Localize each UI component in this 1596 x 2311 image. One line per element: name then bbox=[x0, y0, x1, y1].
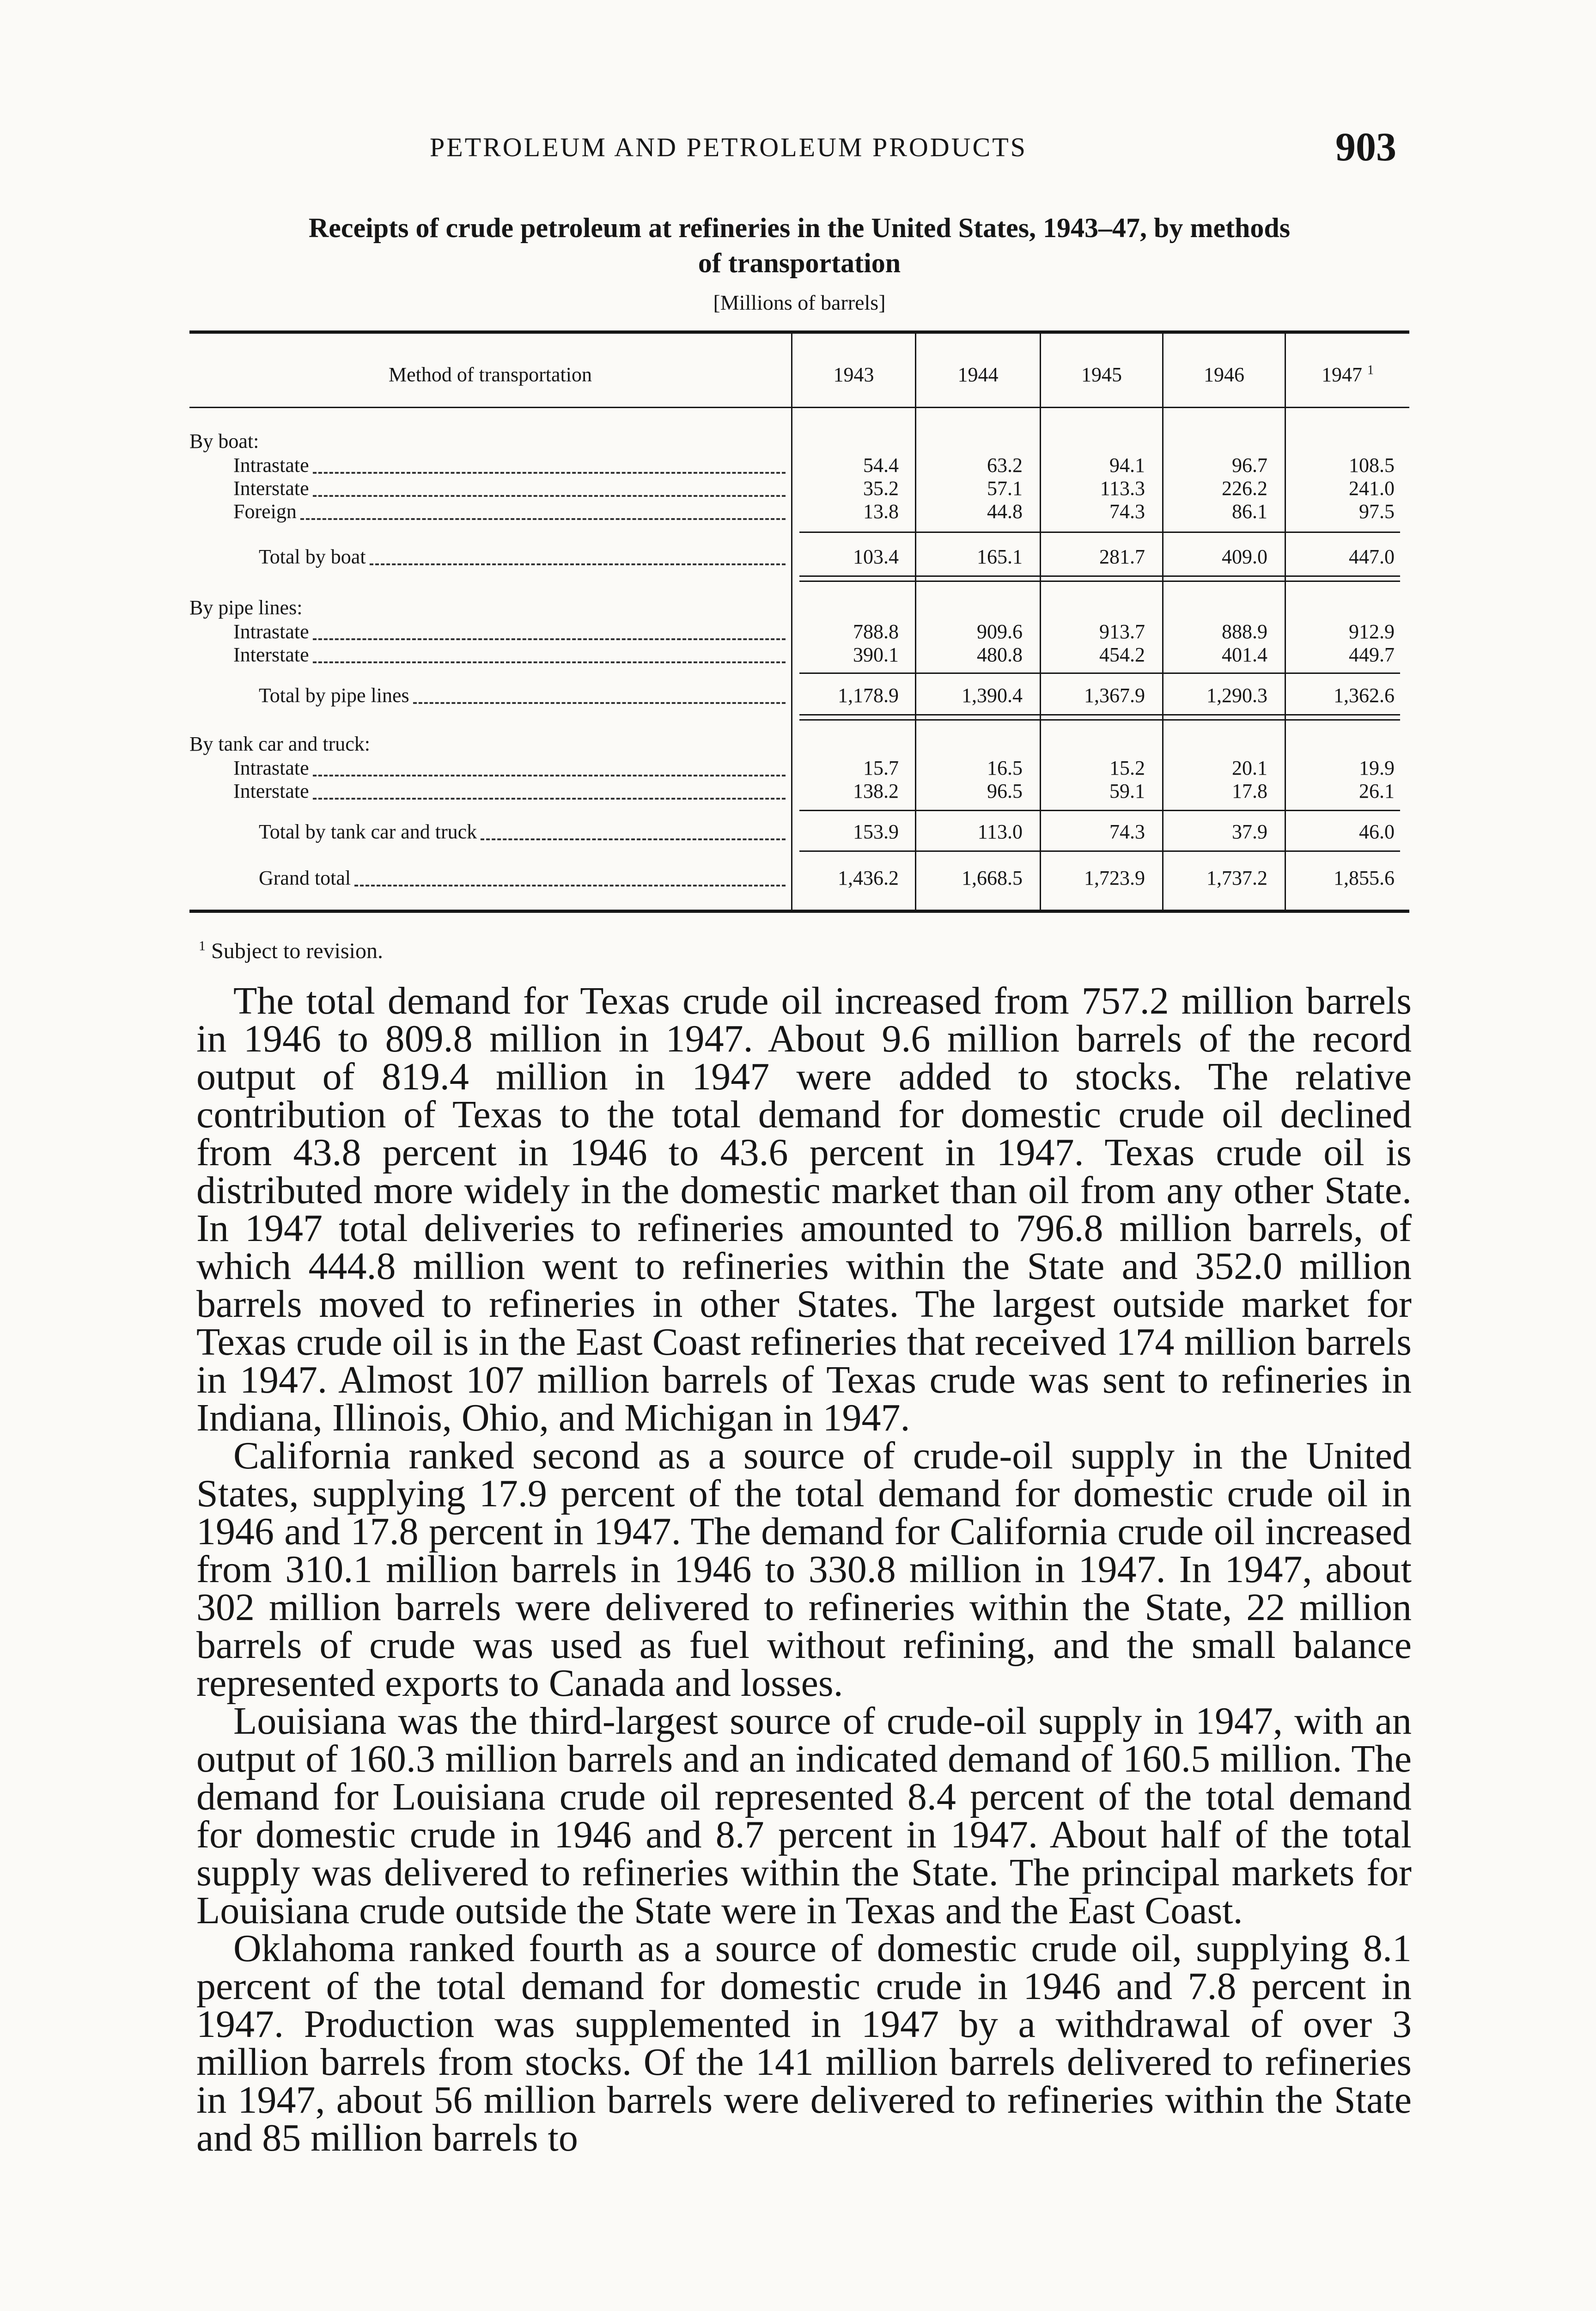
table-cell: 449.7 bbox=[1349, 643, 1395, 666]
table-cell: 16.5 bbox=[987, 757, 1023, 779]
leader-dots bbox=[481, 838, 786, 840]
column-header-1945: 1945 bbox=[1081, 363, 1122, 386]
table-cell: 96.5 bbox=[987, 780, 1023, 802]
column-header-1947-year: 1947 bbox=[1322, 363, 1362, 386]
leader-dots bbox=[313, 472, 786, 474]
table-cell: 44.8 bbox=[987, 500, 1023, 523]
leader-dots bbox=[313, 775, 786, 776]
row-label: Intrastate bbox=[233, 620, 309, 643]
column-header-1947 bbox=[1286, 363, 1409, 386]
table-top-rule bbox=[189, 330, 1409, 334]
total-cell: 165.1 bbox=[977, 545, 1023, 568]
footnote-text: Subject to revision. bbox=[211, 939, 383, 963]
table-cell: 74.3 bbox=[1109, 500, 1145, 523]
table-cell: 17.8 bbox=[1232, 780, 1267, 802]
table-header-rule bbox=[189, 407, 1409, 408]
table-cell: 241.0 bbox=[1349, 477, 1395, 500]
table-footnote bbox=[199, 938, 383, 964]
table-cell: 454.2 bbox=[1099, 643, 1145, 666]
table-cell: 59.1 bbox=[1109, 780, 1145, 802]
table-cell: 35.2 bbox=[863, 477, 899, 500]
leader-dots bbox=[354, 885, 786, 886]
leader-dots bbox=[313, 638, 786, 640]
footnote-marker: 1 bbox=[1367, 363, 1374, 378]
total-cell: 74.3 bbox=[1109, 820, 1145, 843]
row-label: Intrastate bbox=[233, 454, 309, 477]
paragraph-california: California ranked second as a source of crude-oil supply in the United States, supplying 17.9 percent of the total demand for domestic crude oil in 1946 and 17.8 percent in 1947. The demand for California crude oil increased from 310.1 million barrels in 1946 to 330.8 million in 1947. In 1947, about 302 million barrels were delivered to refineries within the State, 22 million barrels of crude was used as fuel without refining, and the small balance represented exports to Canada and losses. bbox=[196, 1434, 1412, 1705]
total-cell: 1,290.3 bbox=[1206, 684, 1267, 707]
paragraph-louisiana: Louisiana was the third-largest source of crude-oil supply in 1947, with an output of 160.3 million barrels and an indicated demand of 160.5 million. The demand for Louisiana crude oil represented 8.4 percent of the total demand for domestic crude in 1946 and 8.7 percent in 1947. About half of the total supply was delivered to refineries within the State. The principal markets for Louisiana crude outside the State were in Texas and the East Coast. bbox=[196, 1700, 1412, 1932]
table-cell: 888.9 bbox=[1222, 620, 1267, 643]
total-cell: 1,362.6 bbox=[1334, 684, 1395, 707]
table-cell: 57.1 bbox=[987, 477, 1023, 500]
table-cell: 226.2 bbox=[1222, 477, 1267, 500]
section-heading-boat: By boat: bbox=[189, 430, 259, 452]
total-cell: 1,367.9 bbox=[1084, 684, 1145, 707]
leader-dots bbox=[313, 661, 786, 663]
column-header-1946: 1946 bbox=[1204, 363, 1244, 386]
grand-total-cell: 1,436.2 bbox=[838, 867, 899, 889]
section-rule bbox=[799, 575, 1400, 577]
table-cell: 15.7 bbox=[863, 757, 899, 779]
page-number: 903 bbox=[1335, 125, 1396, 170]
subtotal-rule bbox=[799, 673, 1400, 674]
leader-dots bbox=[413, 702, 786, 704]
total-cell: 153.9 bbox=[853, 820, 899, 843]
table-cell: 86.1 bbox=[1232, 500, 1267, 523]
table-title-line-2: of transportation bbox=[698, 248, 901, 278]
row-label: Intrastate bbox=[233, 757, 309, 779]
section-rule bbox=[799, 714, 1400, 715]
body-text bbox=[196, 979, 1412, 2159]
total-cell: 409.0 bbox=[1222, 545, 1267, 568]
table-cell: 113.3 bbox=[1100, 477, 1145, 500]
total-label: Total by pipe lines bbox=[259, 684, 409, 707]
table-cell: 19.9 bbox=[1359, 757, 1395, 779]
row-label: Interstate bbox=[233, 477, 309, 500]
section-rule bbox=[799, 581, 1400, 582]
total-cell: 103.4 bbox=[853, 545, 899, 568]
table-cell: 788.8 bbox=[853, 620, 899, 643]
table-cell: 108.5 bbox=[1349, 454, 1395, 477]
table-title bbox=[189, 210, 1409, 281]
table-bottom-rule bbox=[189, 910, 1409, 913]
total-label: Total by boat bbox=[259, 545, 366, 568]
table-cell: 15.2 bbox=[1109, 757, 1145, 779]
leader-dots bbox=[313, 798, 786, 800]
subtotal-rule bbox=[799, 810, 1400, 811]
table-title-line-1: Receipts of crude petroleum at refineries in the United States, 1943–47, by methods bbox=[308, 213, 1291, 243]
total-cell: 37.9 bbox=[1232, 820, 1267, 843]
table-cell: 138.2 bbox=[853, 780, 899, 802]
grand-total-label: Grand total bbox=[259, 867, 351, 889]
total-cell: 113.0 bbox=[977, 820, 1023, 843]
table-cell: 63.2 bbox=[987, 454, 1023, 477]
stub-header: Method of transportation bbox=[389, 363, 592, 386]
table-cell: 13.8 bbox=[863, 500, 899, 523]
section-heading-tank-car-truck: By tank car and truck: bbox=[189, 733, 370, 755]
subtotal-rule bbox=[799, 532, 1400, 533]
table-cell: 94.1 bbox=[1109, 454, 1145, 477]
paragraph-texas: The total demand for Texas crude oil increased from 757.2 million barrels in 1946 to 809.8 million in 1947. About 9.6 million barrels of the record output of 819.4 million in 1947 were added to stocks. The relative contribution of Texas to the total demand for domestic crude oil declined from 43.8 percent in 1946 to 43.6 percent in 1947. Texas crude oil is distributed more widely in the domestic market than oil from any other State. In 1947 total deliveries to refineries amounted to 796.8 million barrels, of which 444.8 million went to refineries within the State and 352.0 million barrels moved to refineries in other States. The largest outside market for Texas crude oil is in the East Coast refineries that received 174 million barrels in 1947. Almost 107 million barrels of Texas crude was sent to refineries in Indiana, Illinois, Ohio, and Michigan in 1947. bbox=[196, 979, 1412, 1439]
table-cell: 909.6 bbox=[977, 620, 1023, 643]
section-rule bbox=[799, 719, 1400, 721]
total-cell: 1,178.9 bbox=[838, 684, 899, 707]
total-cell: 46.0 bbox=[1359, 820, 1395, 843]
running-head: PETROLEUM AND PETROLEUM PRODUCTS bbox=[430, 132, 1027, 162]
footnote-number: 1 bbox=[199, 938, 206, 954]
table-cell: 20.1 bbox=[1232, 757, 1267, 779]
table-cell: 97.5 bbox=[1359, 500, 1395, 523]
table-cell: 390.1 bbox=[853, 643, 899, 666]
leader-dots bbox=[370, 563, 786, 565]
table-cell: 54.4 bbox=[863, 454, 899, 477]
total-label: Total by tank car and truck bbox=[259, 820, 477, 843]
row-label: Interstate bbox=[233, 780, 309, 802]
total-cell: 447.0 bbox=[1349, 545, 1395, 568]
leader-dots bbox=[313, 495, 786, 497]
grand-total-cell: 1,737.2 bbox=[1206, 867, 1267, 889]
row-label: Foreign bbox=[233, 500, 297, 523]
table-cell: 96.7 bbox=[1232, 454, 1267, 477]
column-header-1943: 1943 bbox=[833, 363, 874, 386]
table-cell: 912.9 bbox=[1349, 620, 1395, 643]
column-header-1944: 1944 bbox=[957, 363, 999, 386]
total-cell: 1,390.4 bbox=[962, 684, 1023, 707]
leader-dots bbox=[300, 518, 786, 520]
grand-total-cell: 1,668.5 bbox=[962, 867, 1023, 889]
total-cell: 281.7 bbox=[1099, 545, 1145, 568]
table-cell: 26.1 bbox=[1359, 780, 1395, 802]
section-heading-pipe-lines: By pipe lines: bbox=[189, 596, 303, 619]
table-cell: 480.8 bbox=[977, 643, 1023, 666]
grand-total-cell: 1,723.9 bbox=[1084, 867, 1145, 889]
subtotal-rule bbox=[799, 850, 1400, 852]
table-cell: 401.4 bbox=[1222, 643, 1267, 666]
paragraph-oklahoma: Oklahoma ranked fourth as a source of domestic crude oil, supplying 8.1 percent of the total demand for domestic crude in 1946 and 7.8 percent in 1947. Production was supplemented in 1947 by a withdrawal of over 3 million barrels from stocks. Of the 141 million barrels delivered to refineries in 1947, about 56 million barrels were delivered to refineries within the State and 85 million barrels to bbox=[196, 1927, 1412, 2159]
grand-total-cell: 1,855.6 bbox=[1334, 867, 1395, 889]
table-unit: [Millions of barrels] bbox=[713, 291, 886, 314]
row-label: Interstate bbox=[233, 643, 309, 666]
table-cell: 913.7 bbox=[1099, 620, 1145, 643]
